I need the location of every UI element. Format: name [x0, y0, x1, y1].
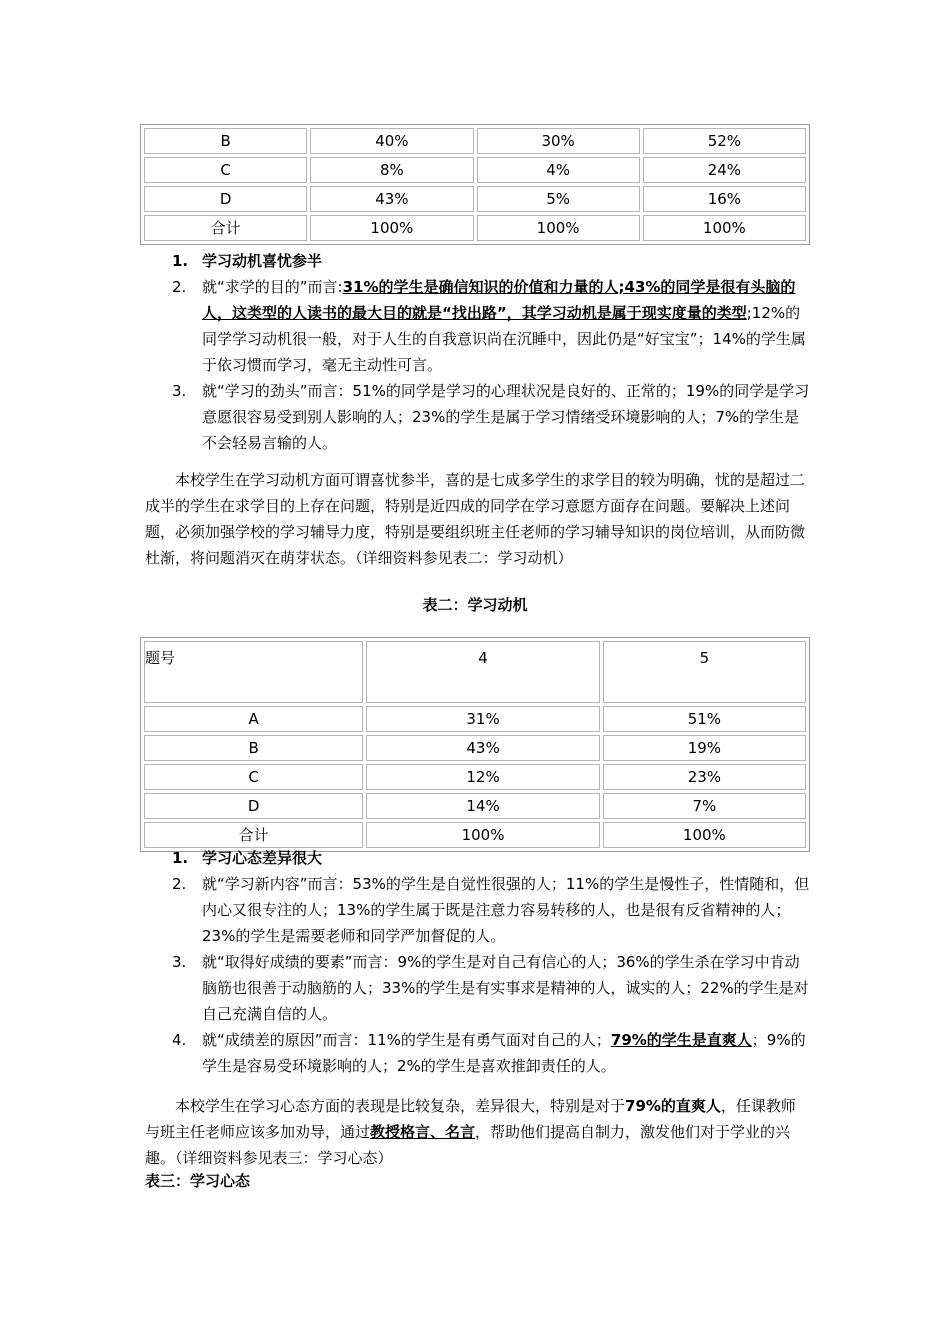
emphasis-text: 79%的学生是直爽人: [610, 1031, 752, 1049]
text-run: 就“取得好成绩的要素”而言：9%的学生是对自己有信心的人；36%的学生杀在学习中肯动脑筋也很善于动脑筋的人；33%的学生是有实事求是精神的人，诚实的人；22%的学生是对自己充满自信的人。: [202, 953, 809, 1023]
paragraph-1: 本校学生在学习动机方面可谓喜忧参半，喜的是七成多学生的求学目的较为明确，忧的是超过二成半的学生在求学目的上存在问题，特别是近四成的同学在学习意愿方面存在问题。要解决上述问题，必须加强学校的学习辅导力度，特别是要组织班主任老师的学习辅导知识的岗位培训，从而防微杜渐，将问题消灭在萌芽状态。（详细资料参见表二：学习动机）: [145, 471, 806, 567]
table-row: [144, 186, 806, 212]
table-cell: 31%: [366, 706, 599, 732]
text-run: 就“成绩差的原因”而言：11%的学生是有勇气面对自己的人；: [202, 1031, 611, 1049]
table-cell: 100%: [310, 215, 473, 241]
list-item: [172, 949, 812, 1027]
emphasis-text: 79%的直爽人: [625, 1097, 721, 1115]
table-cell: A: [144, 706, 363, 732]
list-number: 2.: [172, 278, 187, 296]
table-row: [144, 764, 806, 790]
list-number: 4.: [172, 1031, 187, 1049]
table-cell: 19%: [603, 735, 806, 761]
list-number: 2.: [172, 875, 187, 893]
section-heading: 学习心态差异很大: [202, 849, 323, 867]
table-cell: 100%: [477, 215, 640, 241]
list-item: [172, 274, 812, 378]
table-cell: 16%: [643, 186, 806, 212]
paragraph-2: [145, 1093, 810, 1171]
table-cell: 5%: [477, 186, 640, 212]
list-item: [172, 378, 812, 456]
table-cell: D: [144, 793, 363, 819]
table-cell: B: [144, 128, 307, 154]
table-cell: 23%: [603, 764, 806, 790]
table-row: [144, 735, 806, 761]
table-cell: 30%: [477, 128, 640, 154]
text-run: ;12%的同学学习动机很一般，对于人生的自我意识尚在沉睡中，因此仍是“好宝宝”；14%的学生属于依习惯而学习，毫无主动性可言。: [202, 304, 806, 374]
table-1: [140, 124, 810, 245]
table-cell: 7%: [603, 793, 806, 819]
text-run: ，帮助他们提高自制力，激发他们对于学业的兴趣。（详细资料参见表三：学习心态）: [145, 1123, 791, 1167]
table-row: [144, 157, 806, 183]
list-item: [172, 845, 812, 871]
column-header: 5: [603, 641, 806, 703]
table-cell: C: [144, 764, 363, 790]
text-run: 就“学习新内容”而言：53%的学生是自觉性很强的人；11%的学生是慢性子，性情随和，但内心又很专注的人；13%的学生属于既是注意力容易转移的人，也是很有反省精神的人；23%的学生是需要老师和同学严加督促的人。: [202, 875, 810, 945]
list-item: [172, 248, 812, 274]
table-cell: 100%: [643, 215, 806, 241]
table-cell: 43%: [310, 186, 473, 212]
list-number: 1.: [172, 252, 189, 270]
table-row: [144, 128, 806, 154]
table-2: [140, 637, 810, 852]
table-2-title: 表二：学习动机: [422, 596, 528, 614]
table-cell: 52%: [643, 128, 806, 154]
table-cell: 100%: [603, 822, 806, 848]
column-header: 4: [366, 641, 599, 703]
table-cell: 12%: [366, 764, 599, 790]
table-cell: C: [144, 157, 307, 183]
table-cell: 14%: [366, 793, 599, 819]
table-row: [144, 706, 806, 732]
table-3-title: 表三：学习心态: [145, 1172, 251, 1190]
text-run: 就“学习的劲头”而言：51%的同学是学习的心理状况是良好的、正常的；19%的同学是学习意愿很容易受到别人影响的人；23%的学生是属于学习情绪受环境影响的人；7%的学生是不会轻易言输的人。: [202, 382, 810, 452]
list-number: 3.: [172, 382, 187, 400]
text-run: ，任课教师与班主任老师应该多加劝导，通过: [145, 1097, 796, 1141]
table-cell: 100%: [366, 822, 599, 848]
section-1-list: [172, 248, 812, 456]
table-cell: 51%: [603, 706, 806, 732]
table-cell: 24%: [643, 157, 806, 183]
section-2-list: [172, 845, 812, 1079]
table-cell: B: [144, 735, 363, 761]
table-cell: 合计: [144, 215, 307, 241]
corner-cell: 题号: [144, 641, 363, 703]
emphasis-text: 教授格言、名言: [370, 1123, 476, 1141]
list-number: 1.: [172, 849, 189, 867]
table-cell: 40%: [310, 128, 473, 154]
emphasis-text: 31%的学生是确信知识的价值和力量的人;43%的同学是很有头脑的人，这类型的人读书的最大目的就是“找出路”，其学习动机是属于现实度量的类型: [202, 278, 796, 322]
list-number: 3.: [172, 953, 187, 971]
text-run: 本校学生在学习心态方面的表现是比较复杂，差异很大，特别是对于: [175, 1097, 626, 1115]
list-item: [172, 871, 812, 949]
table-cell: 8%: [310, 157, 473, 183]
table-row: [144, 793, 806, 819]
section-heading: 学习动机喜忧参半: [202, 252, 323, 270]
table-cell: 43%: [366, 735, 599, 761]
table-cell: D: [144, 186, 307, 212]
list-item: [172, 1027, 812, 1079]
table-row: [144, 215, 806, 241]
text-run: ；9%的学生是容易受环境影响的人；2%的学生是喜欢推卸责任的人。: [202, 1031, 806, 1075]
table-header-row: [144, 641, 806, 703]
text-run: 就“求学的目的”而言:: [202, 278, 343, 296]
table-cell: 4%: [477, 157, 640, 183]
table-cell: 合计: [144, 822, 363, 848]
